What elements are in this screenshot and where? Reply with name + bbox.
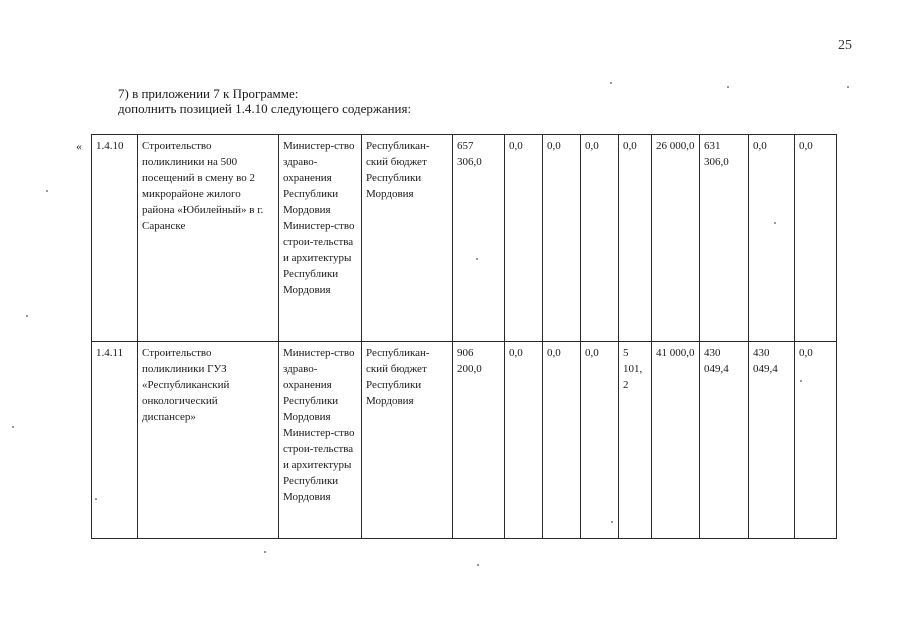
year-amount: 0,0 — [505, 342, 543, 539]
funding-source: Республикан-ский бюджет Республики Мордовия — [362, 342, 453, 539]
executor: Министер-ство здраво-охранения Республики Мордовия Министер-ство строи-тельства и архитектуры Республики Мордовия — [279, 135, 362, 342]
intro-line-2: дополнить позицией 1.4.10 следующего содержания: — [118, 101, 412, 116]
page-number: 25 — [838, 38, 852, 53]
year-amount: 0,0 — [581, 342, 619, 539]
position-number: 1.4.11 — [92, 342, 138, 539]
year-amount: 0,0 — [749, 135, 795, 342]
year-amount: 0,0 — [795, 135, 837, 342]
year-amount: 0,0 — [619, 135, 652, 342]
year-amount: 631 306,0 — [700, 135, 749, 342]
total-amount: 657 306,0 — [453, 135, 505, 342]
year-amount: 5 101, 2 — [619, 342, 652, 539]
opening-quote-mark: « — [76, 139, 82, 153]
year-amount: 0,0 — [543, 342, 581, 539]
intro-text — [118, 86, 411, 116]
year-amount: 41 000,0 — [652, 342, 700, 539]
executor: Министер-ство здраво-охранения Республики Мордовия Министер-ство строи-тельства и архитектуры Республики Мордовия — [279, 342, 362, 539]
project-name: Строительство поликлиники ГУЗ «Республиканский онкологический диспансер» — [138, 342, 279, 539]
year-amount: 0,0 — [505, 135, 543, 342]
program-table — [91, 134, 837, 539]
intro-line-1: 7) в приложении 7 к Программе: — [118, 86, 299, 101]
year-amount: 430 049,4 — [749, 342, 795, 539]
year-amount: 26 000,0 — [652, 135, 700, 342]
table-row — [92, 342, 837, 539]
project-name: Строительство поликлиники на 500 посещений в смену во 2 микрорайоне жилого района «Юбилейный» в г. Саранске — [138, 135, 279, 342]
position-number: 1.4.10 — [92, 135, 138, 342]
year-amount: 0,0 — [581, 135, 619, 342]
year-amount: 430 049,4 — [700, 342, 749, 539]
total-amount: 906 200,0 — [453, 342, 505, 539]
year-amount: 0,0 — [543, 135, 581, 342]
funding-source: Республикан-ский бюджет Республики Мордовия — [362, 135, 453, 342]
year-amount: 0,0 — [795, 342, 837, 539]
table-row — [92, 135, 837, 342]
